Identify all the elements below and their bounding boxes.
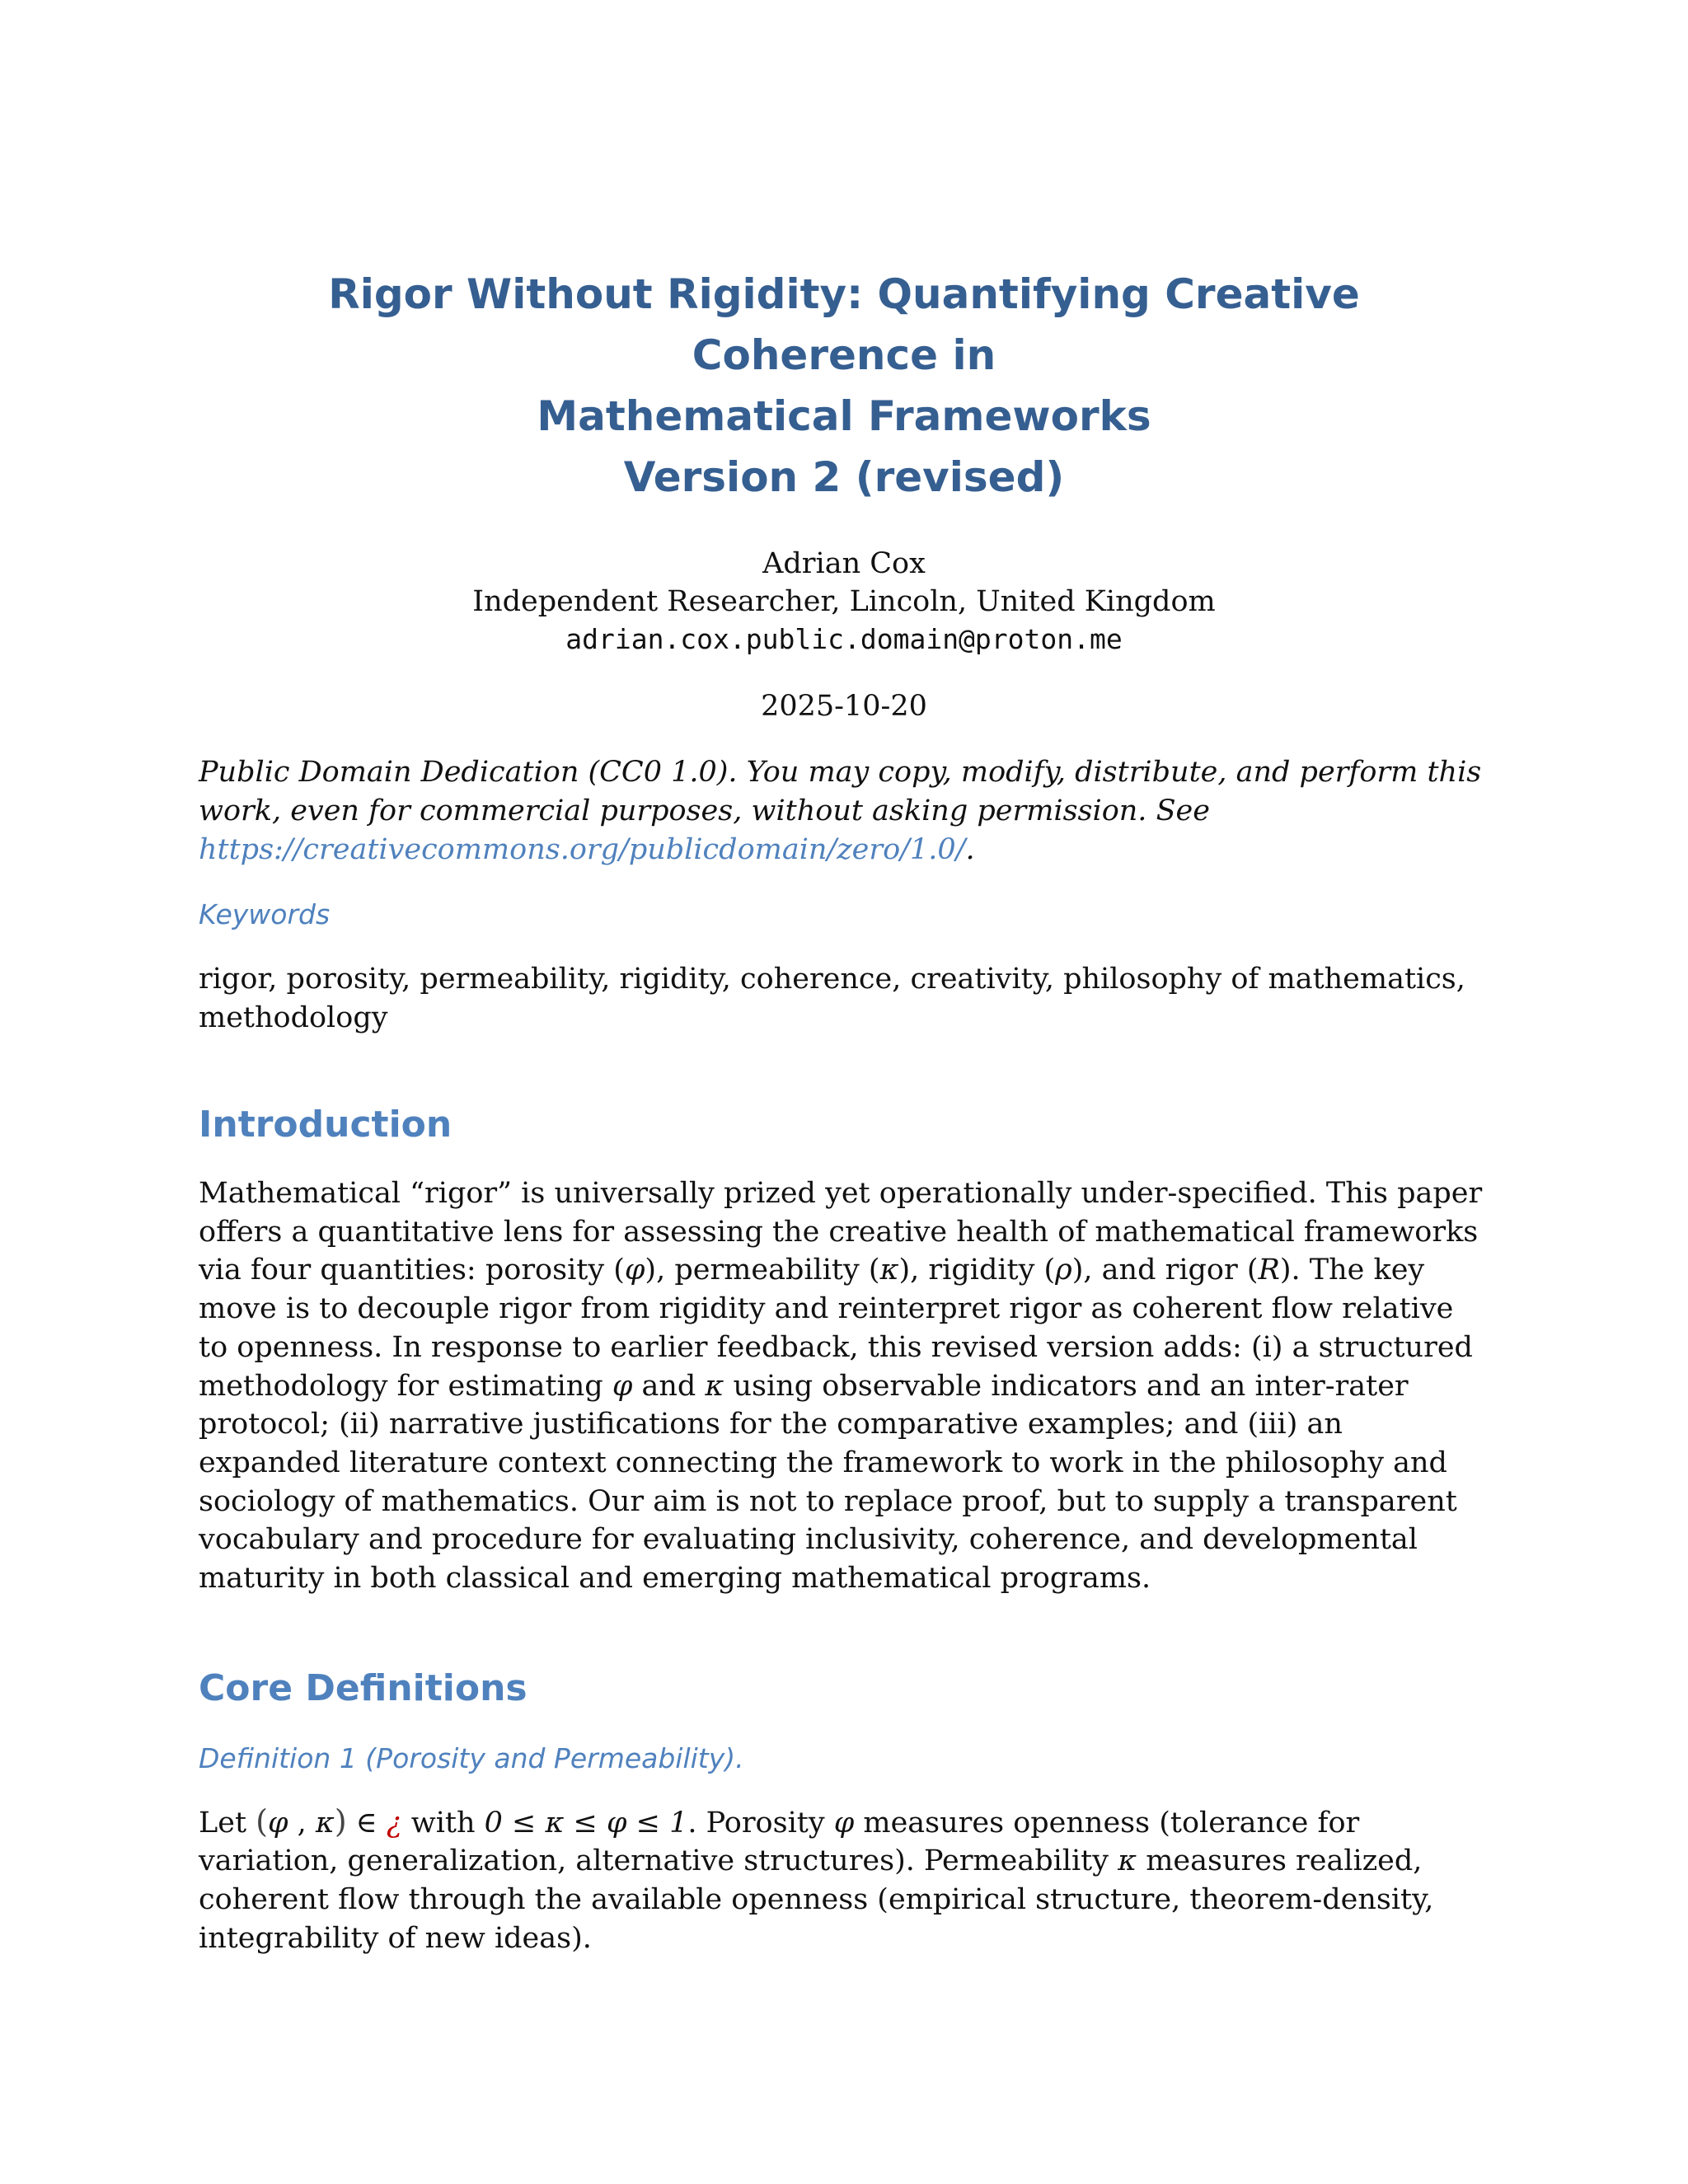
author-affiliation: Independent Researcher, Lincoln, United Kingdom xyxy=(472,585,1216,618)
author-email: adrian.cox.public.domain@proton.me xyxy=(565,623,1123,655)
author-name: Adrian Cox xyxy=(762,547,926,580)
publication-date: 2025-10-20 xyxy=(761,690,927,723)
license-notice xyxy=(199,753,1489,869)
definition-1-paragraph: Let (φ , κ) ∈ ¿ with 0 ≤ κ ≤ φ ≤ 1. Porosity φ measures openness (tolerance for variation, generalization, alternative structures). Permeability κ measures realized, coherent flow through the available openness (empirical structure, theorem-density, integrability of new ideas). xyxy=(199,1802,1434,1955)
title-line-2: Mathematical Frameworks xyxy=(537,392,1151,440)
core-definitions-heading: Core Definitions xyxy=(199,1666,528,1709)
introduction-heading: Introduction xyxy=(199,1104,452,1146)
title-version: Version 2 (revised) xyxy=(623,453,1065,501)
introduction-paragraph: Mathematical “rigor” is universally prized yet operationally under-specified. This paper offers a quantitative lens for assessing the creative health of mathematical frameworks via four quantities: porosity (φ), permeability (κ), rigidity (ρ), and rigor (R). The key move is to decouple rigor from rigidity and reinterpret rigor as coherent flow relative to openness. In response to earlier feedback, this revised version adds: (i) a structured methodology for estimating φ and κ using observable indicators and an inter-rater protocol; (ii) narrative justifications for the comparative examples; and (iii) an expanded literature context connecting the framework to work in the philosophy and sociology of mathematics. Our aim is not to replace proof, but to supply a transparent vocabulary and procedure for evaluating inclusivity, coherence, and developmental maturity in both classical and emerging mathematical programs. xyxy=(199,1177,1483,1596)
license-trailing: . xyxy=(965,833,975,866)
unrendered-set-symbol: ¿ xyxy=(386,1806,402,1840)
rigor-symbol: R xyxy=(1258,1254,1280,1287)
document-content xyxy=(199,264,1489,1987)
title-line-1: Rigor Without Rigidity: Quantifying Creative Coherence in xyxy=(328,270,1360,379)
kappa-symbol: κ xyxy=(705,1369,724,1403)
keywords-text: rigor, porosity, permeability, rigidity, coherence, creativity, philosophy of mathematics, methodology xyxy=(199,963,1465,1034)
definition-1-heading: Definition 1 (Porosity and Permeability). xyxy=(199,1741,744,1774)
kappa-symbol: κ xyxy=(879,1254,899,1287)
rho-symbol: ρ xyxy=(1055,1254,1072,1287)
phi-symbol: φ xyxy=(624,1254,645,1287)
inequality-expression: 0 ≤ κ ≤ φ ≤ 1 xyxy=(484,1806,688,1840)
license-text: Public Domain Dedication (CC0 1.0). You may copy, modify, distribute, and perform this work, even for commercial purposes, without asking permission. See xyxy=(199,756,1482,827)
paper-title xyxy=(199,264,1489,508)
phi-symbol: φ xyxy=(612,1369,633,1403)
author-block xyxy=(199,545,1489,658)
keywords-heading: Keywords xyxy=(199,898,331,930)
license-link[interactable]: https://creativecommons.org/publicdomain/zero/1.0/ xyxy=(199,833,966,866)
